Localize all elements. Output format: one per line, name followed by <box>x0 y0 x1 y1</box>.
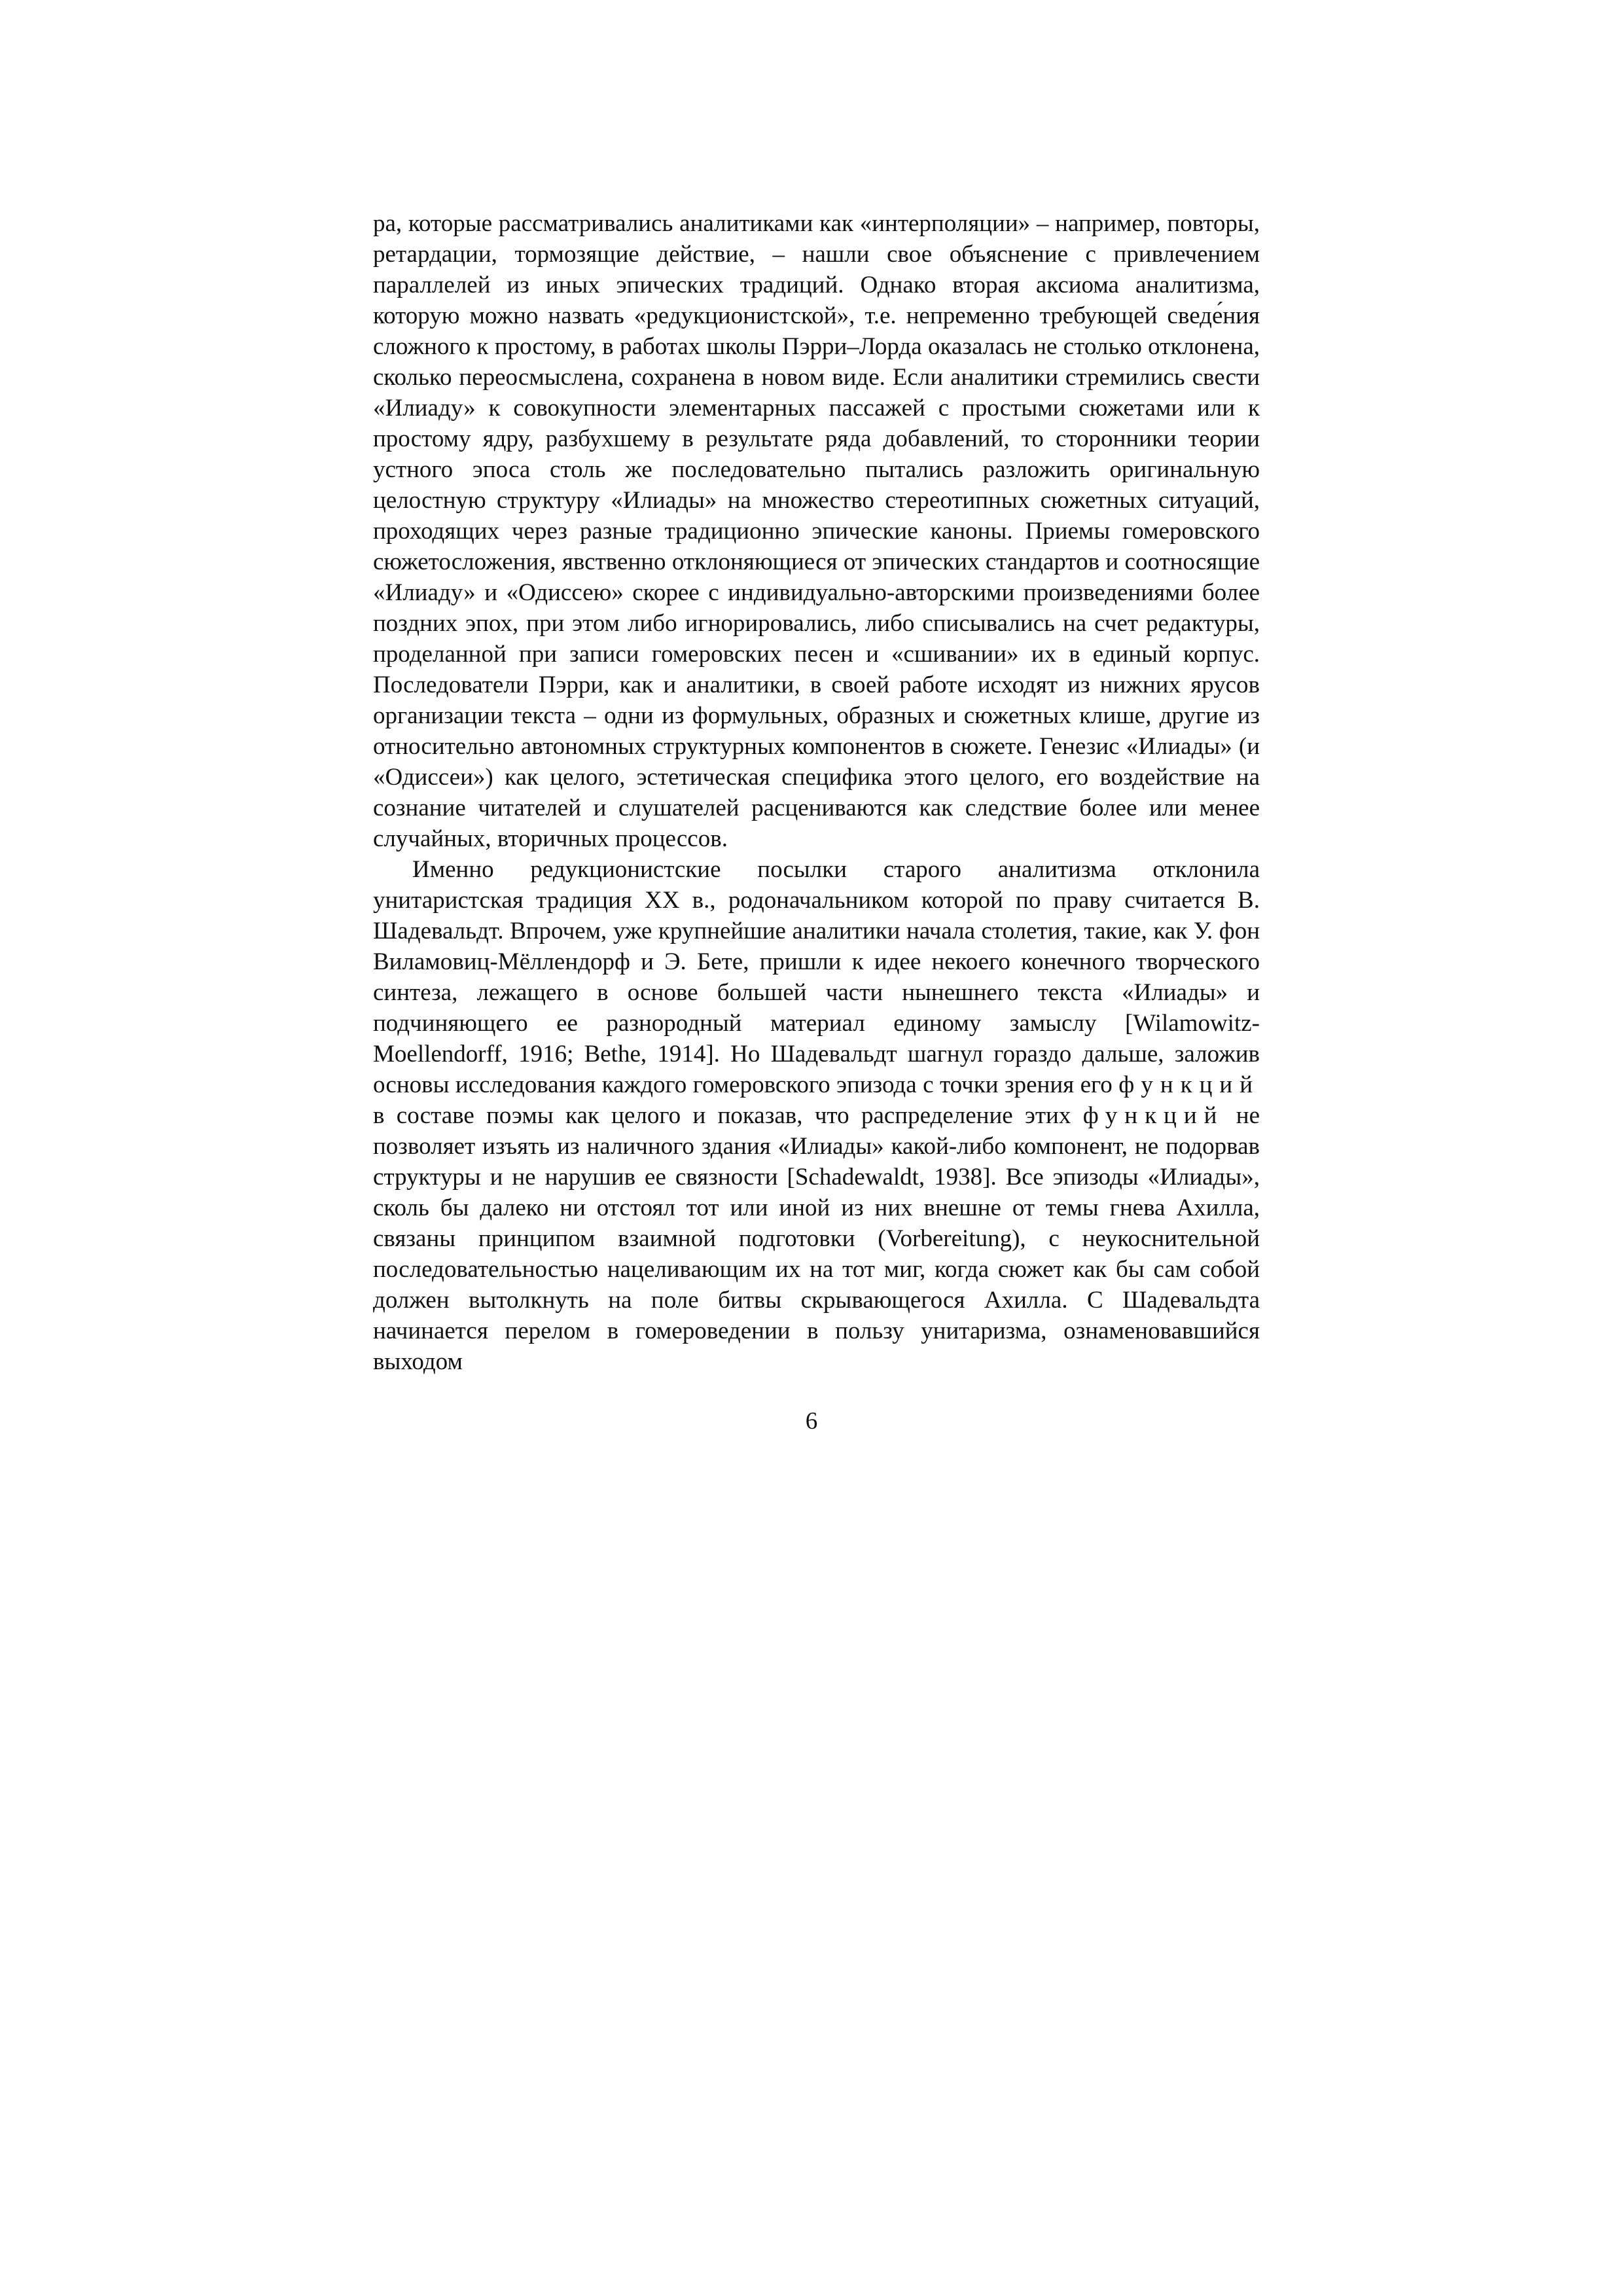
paragraph-2-part-2: в составе поэмы как целого и показав, что распределение этих <box>373 1102 1071 1129</box>
paragraph-2-part-3: не позволяет изъять из наличного здания «Илиады» какой-либо компонент, не подорвав структуры и не нарушив ее связности [Schadewaldt, 1938]. Все эпизоды «Илиады», сколь бы далеко ни отстоял тот или иной из них внешне от темы гнева Ахилла, связаны принципом взаимной подготовки (Vorbereitung), с неукоснительной последовательностью нацеливающим их на тот миг, когда сюжет как бы сам собой должен вытолкнуть на поле битвы скрывающегося Ахилла. С Шадевальдта начинается перелом в гомероведении в пользу унитаризма, ознаменовавшийся выходом <box>373 1102 1260 1375</box>
paragraph-2 <box>373 854 1260 1377</box>
paragraph-1: ра, которые рассматривались аналитиками как «интерполяции» – например, повторы, ретардации, тормозящие действие, – нашли свое объяснение с привлечением параллелей из иных эпических традиций. Однако вторая аксиома аналитизма, которую можно назвать «редукционистской», т.е. непременно требующей сведе́ния сложного к простому, в работах школы Пэрри–Лорда оказалась не столько отклонена, сколько переосмыслена, сохранена в новом виде. Если аналитики стремились свести «Илиаду» к совокупности элементарных пассажей с простыми сюжетами или к простому ядру, разбухшему в результате ряда добавлений, то сторонники теории устного эпоса столь же последовательно пытались разложить оригинальную целостную структуру «Илиады» на множество стереотипных сюжетных ситуаций, проходящих через разные традиционно эпические каноны. Приемы гомеровского сюжетосложения, явственно отклоняющиеся от эпических стандартов и соотносящие «Илиаду» и «Одиссею» скорее с индивидуально-авторскими произведениями более поздних эпох, при этом либо игнорировались, либо списывались на счет редактуры, проделанной при записи гомеровских песен и «сшивании» их в единый корпус. Последователи Пэрри, как и аналитики, в своей работе исходят из нижних ярусов организации текста – одни из формульных, образных и сюжетных клише, другие из относительно автономных структурных компонентов в сюжете. Генезис «Илиады» (и «Одиссеи») как целого, эстетическая специфика этого целого, его воздействие на сознание читателей и слушателей расцениваются как следствие более или менее случайных, вторичных процессов. <box>373 210 1260 852</box>
spaced-emphasis-functions-2: функций <box>1082 1102 1224 1129</box>
page-number: 6 <box>805 1408 818 1435</box>
page-text-block <box>373 208 1260 1377</box>
spaced-emphasis-functions-1: функций <box>1118 1071 1260 1098</box>
paragraph-2-part-1: Именно редукционистские посылки старого аналитизма отклонила унитаристская традиция XX в., родоначальником которой по праву считается В. Шадевальдт. Впрочем, уже крупнейшие аналитики начала столетия, такие, как У. фон Виламовиц-Мёллендорф и Э. Бете, пришли к идее некоего конечного творческого синтеза, лежащего в основе большей части нынешнего текста «Илиады» и подчиняющего ее разнородный материал единому замыслу [Wilamowitz-Moellendorff, 1916; Bethe, 1914]. Но Шадевальдт шагнул гораздо дальше, заложив основы исследования каждого гомеровского эпизода с точки зрения его <box>373 856 1260 1098</box>
